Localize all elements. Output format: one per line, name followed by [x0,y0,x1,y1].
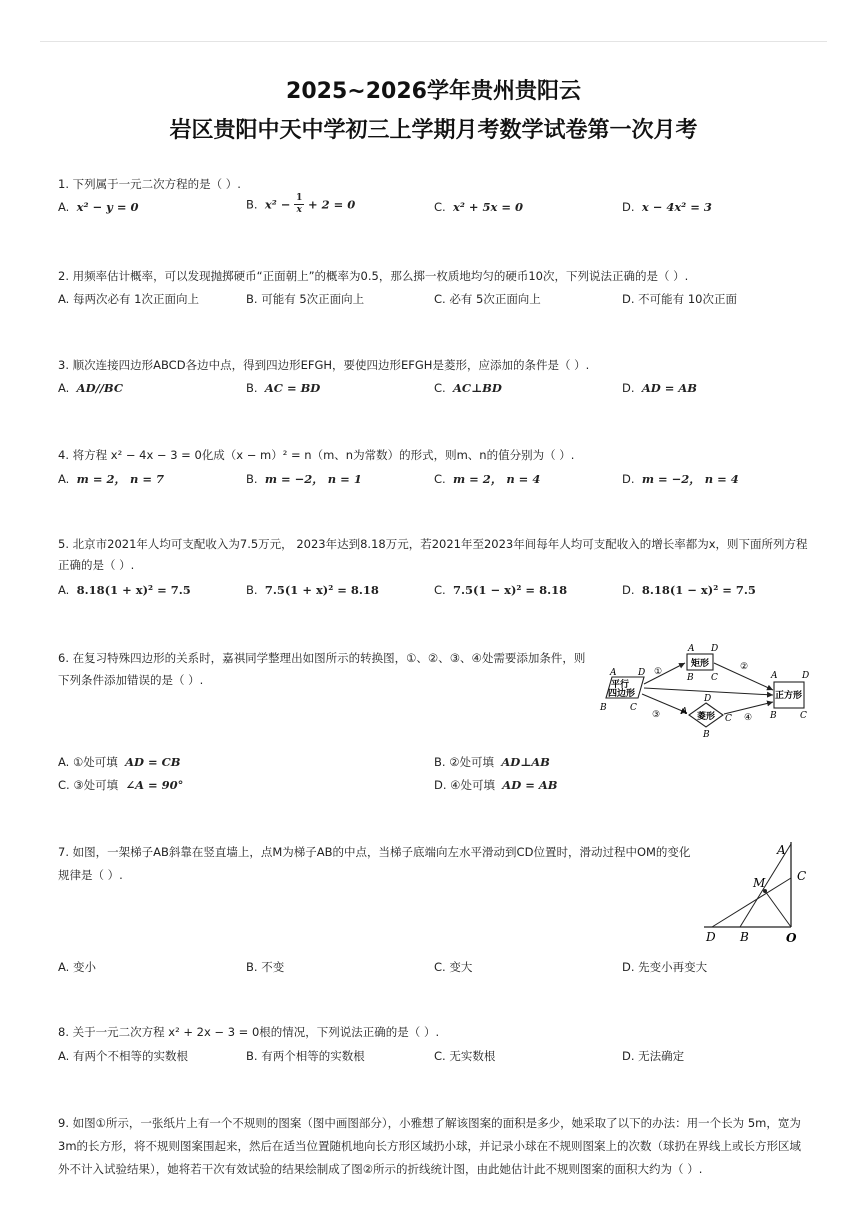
para-C: C [630,703,637,713]
rhombus-B: B [703,730,710,740]
q4-option-c: C. m = 2， n = 4 [434,472,541,486]
q1-option-c: C. x² + 5x = 0 [434,200,524,214]
para-A: A [610,668,617,678]
q2-option-a: A. 每两次必有 1次正面向上 [58,292,199,306]
box-parallel-line2: 四边形 [608,689,636,699]
q7-option-a: A. 变小 [58,960,96,974]
q7-option-d: D. 先变小再变大 [622,960,708,974]
q6-option-b: B. ②处可填 AD⊥AB [434,755,550,769]
q6-option-d: D. ④处可填 AD = AB [434,778,558,792]
box-rect-label: 矩形 [691,659,710,669]
q5-option-d: D. 8.18(1 − x)² = 7.5 [622,583,756,597]
square-B: B [770,711,777,721]
exam-title-line2: 岩区贵阳中天中学初三上学期月考数学试卷第一次月考 [169,118,698,143]
segment-om [765,891,791,927]
q2-option-b: B. 可能有 5次正面向上 [246,292,365,306]
q5-option-a: A. 8.18(1 + x)² = 7.5 [58,583,191,597]
ladder-cd [712,878,791,927]
q6-conversion-diagram [598,640,812,742]
q8-option-d: D. 无法确定 [622,1049,685,1063]
square-C: C [800,711,807,721]
q4-option-a: A. m = 2， n = 7 [58,472,164,486]
para-D: D [638,668,646,678]
rhombus-A: A [681,707,688,717]
para-B: B [600,703,607,713]
label-circle-2: ② [740,662,749,672]
rect-A: A [688,644,695,654]
q3-option-a: A. AD//BC [58,381,124,395]
q4-option-b: B. m = −2， n = 1 [246,472,362,486]
box-rhombus-label: 菱形 [697,712,716,722]
question-2-stem: 2. 用频率估计概率，可以发现抛掷硬币“正面朝上”的概率为0.5，那么掷一枚质地均匀的硬币10次，下列说法正确的是（ ）. [58,269,689,283]
q2-option-c: C. 必有 5次正面向上 [434,292,541,306]
square-D: D [802,671,810,681]
question-1-stem: 1. 下列属于一元二次方程的是（ ）. [58,177,241,191]
q3-option-c: C. AC⊥BD [434,381,502,395]
question-8-stem: 8. 关于一元二次方程 x² + 2x − 3 = 0根的情况，下列说法正确的是（ ）. [58,1025,440,1039]
rect-C: C [711,673,718,683]
top-divider [40,41,827,42]
q4-option-d: D. m = −2， n = 4 [622,472,739,486]
box-parallel-line1: 平行 [611,680,630,690]
label-circle-4: ④ [744,713,753,723]
square-A: A [771,671,778,681]
q5-option-c: C. 7.5(1 − x)² = 8.18 [434,583,568,597]
question-5-stem: 5. 北京市2021年人均可支配收入为7.5万元， 2023年达到8.18万元，若2021年至2023年间每年人均可支配收入的增长率都为x，则下面所列方程正确的是（ ）. [58,537,808,572]
arrow-1 [644,663,685,684]
rhombus-C: C [725,714,732,724]
label-circle-1: ① [654,667,663,677]
label-C: C [797,869,807,883]
label-B: B [740,930,749,944]
question-3-stem: 3. 顺次连接四边形ABCD各边中点，得到四边形EFGH，要使四边形EFGH是菱形，应添加的条件是（ ）. [58,358,590,372]
rhombus-D: D [704,694,712,704]
q6-option-a: A. ①处可填 AD = CB [58,755,181,769]
label-M: M [753,876,766,890]
q1-option-b: B. x² − $\frac{1}{x}$ + 2 = 0 [246,193,356,215]
exam-title-line1: 2025~2026学年贵州贵阳云 [286,79,581,104]
question-4-stem: 4. 将方程 x² − 4x − 3 = 0化成（x − m）² = n（m、n为常数）的形式，则m、n的值分别为（ ）. [58,448,575,462]
q1-option-a: A. x² − y = 0 [58,200,139,214]
q8-option-a: A. 有两个不相等的实数根 [58,1049,188,1063]
label-O: O [786,931,797,945]
rect-D: D [711,644,719,654]
box-square-label: 正方形 [775,691,803,701]
q8-option-c: C. 无实数根 [434,1049,496,1063]
q1-option-d: D. x − 4x² = 3 [622,200,712,214]
q7-ladder-figure [698,838,814,948]
label-A: A [777,843,786,857]
q5-option-b: B. 7.5(1 + x)² = 8.18 [246,583,379,597]
q7-option-c: C. 变大 [434,960,473,974]
q8-option-b: B. 有两个相等的实数根 [246,1049,365,1063]
q3-option-d: D. AD = AB [622,381,698,395]
question-7-stem: 7. 如图，一架梯子AB斜靠在竖直墙上，点M为梯子AB的中点，当梯子底端向左水平滑动到CD位置时，滑动过程中OM的变化规律是（ ）. [58,845,691,882]
q1-b-fraction: $\frac{1}{x}$ [296,193,303,215]
q2-option-d: D. 不可能有 10次正面 [622,292,737,306]
q3-option-b: B. AC = BD [246,381,321,395]
label-circle-3: ③ [652,710,661,720]
question-9-stem: 9. 如图①所示，一张纸片上有一个不规则的图案（图中画图部分），小雅想了解该图案的面积是多少，她采取了以下的办法：用一个长为 5m，宽为 3m的长方形，将不规则图案围起来，然后在适当位置随机地向长方形区域扔小球，并记录小球在不规则图案上的次数（球扔在界线上或长方形区域外不计入试验结果），她将若干次有效试验的结果绘制成了图②所示的折线统计图，由此她估计此不规则图案的面积大约为（ ）. [58,1116,802,1176]
q6-option-c: C. ③处可填 ∠A = 90° [58,778,184,792]
q7-option-b: B. 不变 [246,960,285,974]
rect-B: B [687,673,694,683]
question-6-stem: 6. 在复习特殊四边形的关系时，嘉祺同学整理出如图所示的转换图，①、②、③、④处需要添加条件，则下列条件添加错误的是（ ）. [58,651,586,687]
label-D: D [706,930,716,944]
